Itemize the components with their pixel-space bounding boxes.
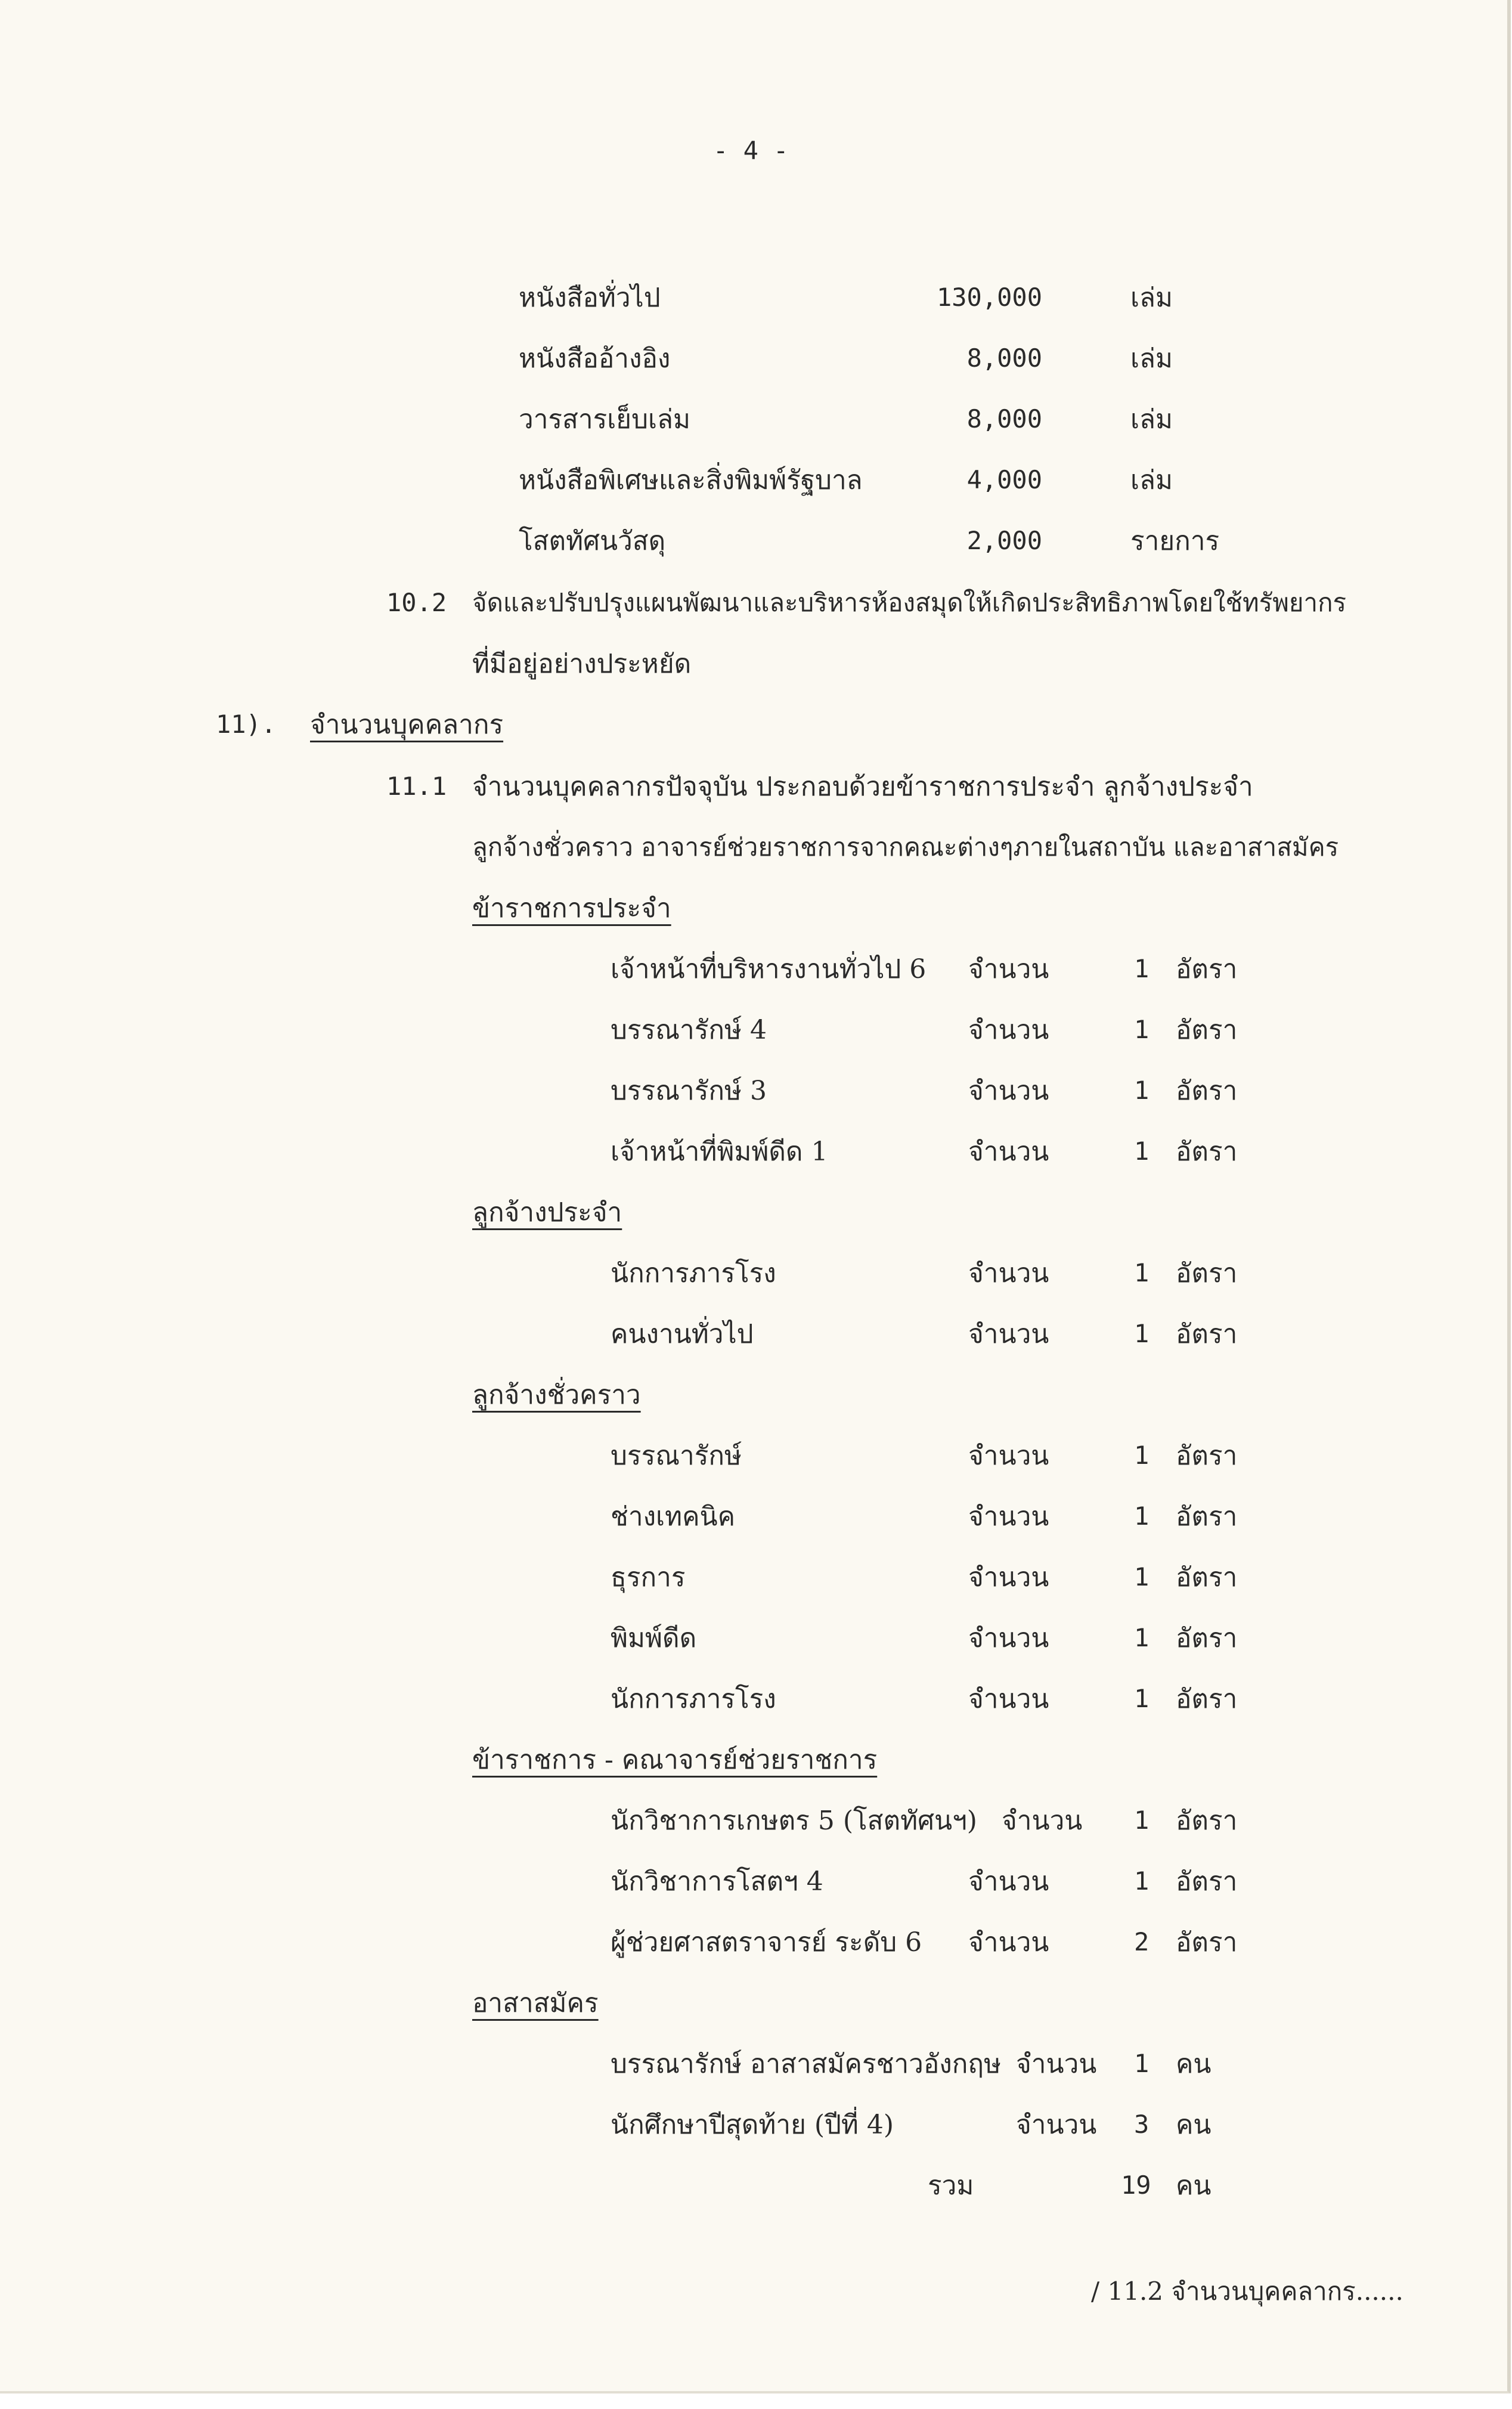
staff-unit: คน [1176, 2049, 1212, 2079]
staff-count: 1 [1134, 1441, 1150, 1470]
collection-name: หนังสืออ้างอิง [519, 343, 671, 374]
staff-position: นักวิชาการเกษตร 5 (โสตทัศนฯ) [611, 1806, 977, 1836]
page-number: - 4 - [713, 136, 789, 165]
staff-count-label: จำนวน [968, 1866, 1049, 1897]
staff-unit: อัตรา [1176, 1319, 1238, 1349]
staff-position: บรรณารักษ์ [611, 1441, 742, 1471]
staff-unit: อัตรา [1176, 1927, 1238, 1958]
staff-unit: อัตรา [1176, 1441, 1238, 1471]
collection-qty: 2,000 [966, 526, 1042, 555]
staff-count: 1 [1134, 1015, 1150, 1044]
staff-unit: อัตรา [1176, 1501, 1238, 1532]
item-number: 11.1 [386, 772, 447, 801]
paragraph-line: ที่มีอยู่อย่างประหยัด [472, 649, 692, 679]
section-number: 11). [216, 710, 277, 739]
staff-count-label: จำนวน [968, 1927, 1049, 1958]
section-title: จำนวนบุคคลากร [310, 710, 504, 740]
group-heading: อาสาสมัคร [472, 1988, 599, 2018]
staff-count-label: จำนวน [1002, 1806, 1083, 1836]
collection-unit: เล่ม [1130, 404, 1173, 435]
collection-unit: รายการ [1130, 526, 1220, 556]
collection-qty: 8,000 [966, 343, 1042, 373]
staff-count: 1 [1134, 1319, 1150, 1348]
staff-count: 1 [1134, 1623, 1150, 1652]
staff-position: บรรณารักษ์ 4 [611, 1015, 767, 1045]
collection-name: โสตทัศนวัสดุ [519, 526, 666, 556]
staff-position: บรรณารักษ์ อาสาสมัครชาวอังกฤษ [611, 2049, 1002, 2079]
staff-unit: อัตรา [1176, 1623, 1238, 1654]
staff-count-label: จำนวน [968, 1562, 1049, 1593]
staff-unit: อัตรา [1176, 1258, 1238, 1289]
collection-unit: เล่ม [1130, 465, 1173, 496]
staff-count: 1 [1134, 1866, 1150, 1896]
staff-count-label: จำนวน [968, 1258, 1049, 1289]
group-heading: ข้าราชการ - คณาจารย์ช่วยราชการ [472, 1745, 878, 1775]
staff-count-label: จำนวน [968, 1137, 1049, 1167]
staff-position: เจ้าหน้าที่พิมพ์ดีด 1 [611, 1137, 828, 1167]
staff-count-label: จำนวน [968, 1623, 1049, 1654]
staff-count: 1 [1134, 1562, 1150, 1591]
staff-unit: อัตรา [1176, 1806, 1238, 1836]
staff-unit: อัตรา [1176, 1076, 1238, 1106]
staff-count-label: จำนวน [968, 954, 1049, 984]
staff-position: บรรณารักษ์ 3 [611, 1076, 767, 1106]
staff-count: 1 [1134, 954, 1150, 983]
staff-count: 3 [1134, 2110, 1150, 2139]
staff-count-label: จำนวน [1016, 2110, 1097, 2140]
staff-count: 1 [1134, 1684, 1150, 1713]
staff-count-label: จำนวน [968, 1319, 1049, 1349]
staff-count: 1 [1134, 1806, 1150, 1835]
staff-unit: อัตรา [1176, 1137, 1238, 1167]
staff-count: 2 [1134, 1927, 1150, 1956]
total-count: 19 [1121, 2170, 1151, 2200]
collection-name: วารสารเย็บเล่ม [519, 404, 690, 435]
paragraph-line: จำนวนบุคคลากรปัจจุบัน ประกอบด้วยข้าราชการประจำ ลูกจ้างประจำ [472, 772, 1253, 802]
collection-name: หนังสือทั่วไป [519, 283, 661, 313]
staff-count-label: จำนวน [968, 1501, 1049, 1532]
staff-count-label: จำนวน [968, 1684, 1049, 1714]
total-label: รวม [928, 2170, 974, 2201]
group-heading: ลูกจ้างประจำ [472, 1197, 622, 1228]
staff-count-label: จำนวน [968, 1441, 1049, 1471]
staff-count: 1 [1134, 1137, 1150, 1166]
collection-name: หนังสือพิเศษและสิ่งพิมพ์รัฐบาล [519, 465, 863, 496]
collection-qty: 130,000 [936, 283, 1042, 312]
staff-count: 1 [1134, 1076, 1150, 1105]
staff-unit: คน [1176, 2110, 1212, 2140]
paragraph-line: จัดและปรับปรุงแผนพัฒนาและบริหารห้องสมุดให้เกิดประสิทธิภาพโดยใช้ทรัพยากร [472, 588, 1347, 617]
staff-count: 1 [1134, 2049, 1150, 2078]
collection-unit: เล่ม [1130, 343, 1173, 374]
staff-count: 1 [1134, 1501, 1150, 1531]
staff-unit: อัตรา [1176, 1684, 1238, 1714]
staff-position: เจ้าหน้าที่บริหารงานทั่วไป 6 [611, 954, 927, 984]
staff-unit: อัตรา [1176, 954, 1238, 984]
staff-position: พิมพ์ดีด [611, 1623, 697, 1654]
paragraph-line: ลูกจ้างชั่วคราว อาจารย์ช่วยราชการจากคณะต่างๆภายในสถาบัน และอาสาสมัคร [472, 832, 1339, 862]
staff-position: ช่างเทคนิค [611, 1501, 736, 1532]
staff-position: ผู้ช่วยศาสตราจารย์ ระดับ 6 [611, 1927, 922, 1958]
staff-unit: อัตรา [1176, 1562, 1238, 1593]
staff-position: คนงานทั่วไป [611, 1319, 754, 1349]
continuation-note: / 11.2 จำนวนบุคคลากร...... [1091, 2277, 1403, 2306]
staff-position: นักวิชาการโสตฯ 4 [611, 1866, 823, 1897]
staff-count-label: จำนวน [1016, 2049, 1097, 2079]
collection-unit: เล่ม [1130, 283, 1173, 313]
staff-unit: อัตรา [1176, 1866, 1238, 1897]
staff-position: ธุรการ [611, 1562, 686, 1593]
total-unit: คน [1176, 2170, 1212, 2201]
staff-count: 1 [1134, 1258, 1150, 1287]
item-number: 10.2 [386, 588, 447, 617]
staff-unit: อัตรา [1176, 1015, 1238, 1045]
collection-qty: 8,000 [966, 404, 1042, 434]
staff-position: นักการภารโรง [611, 1258, 776, 1289]
staff-count-label: จำนวน [968, 1015, 1049, 1045]
collection-qty: 4,000 [966, 465, 1042, 494]
group-heading: ข้าราชการประจำ [472, 893, 671, 924]
staff-position: นักการภารโรง [611, 1684, 776, 1714]
staff-count-label: จำนวน [968, 1076, 1049, 1106]
group-heading: ลูกจ้างชั่วคราว [472, 1380, 641, 1410]
staff-position: นักศึกษาปีสุดท้าย (ปีที่ 4) [611, 2110, 894, 2140]
